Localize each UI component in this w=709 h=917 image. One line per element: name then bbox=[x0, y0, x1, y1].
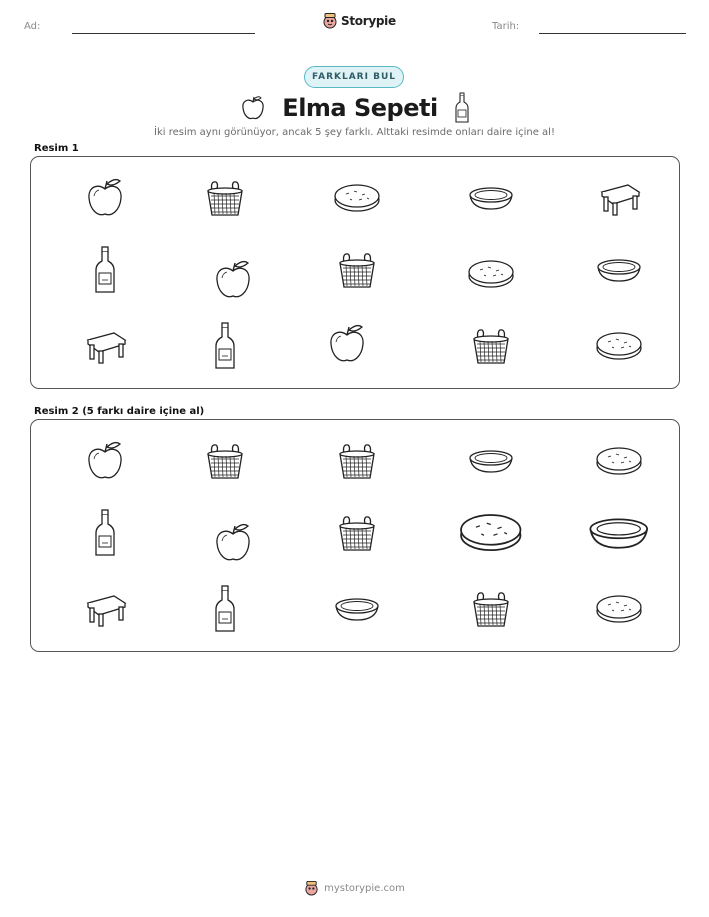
picture1-basket-icon bbox=[470, 327, 512, 365]
picture2-bowl-icon[interactable] bbox=[332, 595, 382, 623]
picture1-bottle-icon bbox=[93, 245, 117, 295]
picture1-pie-icon bbox=[466, 258, 516, 290]
picture1-pie-icon bbox=[594, 330, 644, 362]
picture1-label: Resim 1 bbox=[34, 143, 79, 154]
picture2-basket-icon[interactable] bbox=[336, 442, 378, 480]
picture1-table-icon bbox=[595, 179, 643, 217]
picture2-bottle-icon[interactable] bbox=[93, 508, 117, 558]
picture1-apple-icon bbox=[327, 322, 367, 366]
picture2-apple-icon[interactable] bbox=[213, 521, 253, 565]
picture2-pie-icon[interactable] bbox=[594, 593, 644, 625]
activity-badge: FARKLARI BUL bbox=[304, 66, 404, 88]
picture1-apple-icon bbox=[213, 258, 253, 302]
picture2-bowl-icon[interactable] bbox=[466, 447, 516, 475]
storypie-mascot-icon bbox=[304, 880, 319, 896]
bottle-icon bbox=[454, 92, 470, 124]
page-title-row bbox=[240, 90, 470, 126]
picture1-basket-icon bbox=[204, 179, 246, 217]
picture2-label: Resim 2 (5 farkı daire içine al) bbox=[34, 406, 205, 417]
footer-url[interactable]: mystorypie.com bbox=[324, 882, 405, 894]
picture1-bowl-icon bbox=[466, 184, 516, 212]
picture2-table-icon[interactable] bbox=[81, 590, 129, 628]
picture2-basket-icon[interactable] bbox=[336, 514, 378, 552]
brand-logo bbox=[322, 12, 396, 29]
picture2-basket-icon[interactable] bbox=[204, 442, 246, 480]
picture2-pie-icon[interactable] bbox=[594, 445, 644, 477]
brand-name: Storypie bbox=[341, 13, 396, 28]
page-title: Elma Sepeti bbox=[282, 94, 438, 122]
apple-icon bbox=[240, 94, 266, 122]
picture1-bowl-icon bbox=[594, 256, 644, 284]
picture1-apple-icon bbox=[85, 176, 125, 220]
picture1-bottle-icon bbox=[213, 321, 237, 371]
name-label: Ad: bbox=[24, 21, 41, 32]
footer bbox=[0, 880, 709, 896]
picture2-pie-icon[interactable] bbox=[457, 511, 525, 554]
picture2-basket-icon[interactable] bbox=[470, 590, 512, 628]
storypie-mascot-icon bbox=[322, 12, 338, 29]
picture2-apple-icon[interactable] bbox=[85, 439, 125, 483]
picture1-pie-icon bbox=[332, 182, 382, 214]
date-label: Tarih: bbox=[492, 21, 520, 32]
picture1-basket-icon bbox=[336, 251, 378, 289]
picture2-bowl-icon[interactable] bbox=[585, 514, 653, 552]
picture2-bottle-icon[interactable] bbox=[213, 584, 237, 634]
name-line[interactable] bbox=[72, 33, 255, 34]
date-line[interactable] bbox=[539, 33, 686, 34]
instructions: İki resim aynı görünüyor, ancak 5 şey farklı. Alttaki resimde onları daire içine al! bbox=[154, 127, 555, 138]
picture1-table-icon bbox=[81, 327, 129, 365]
